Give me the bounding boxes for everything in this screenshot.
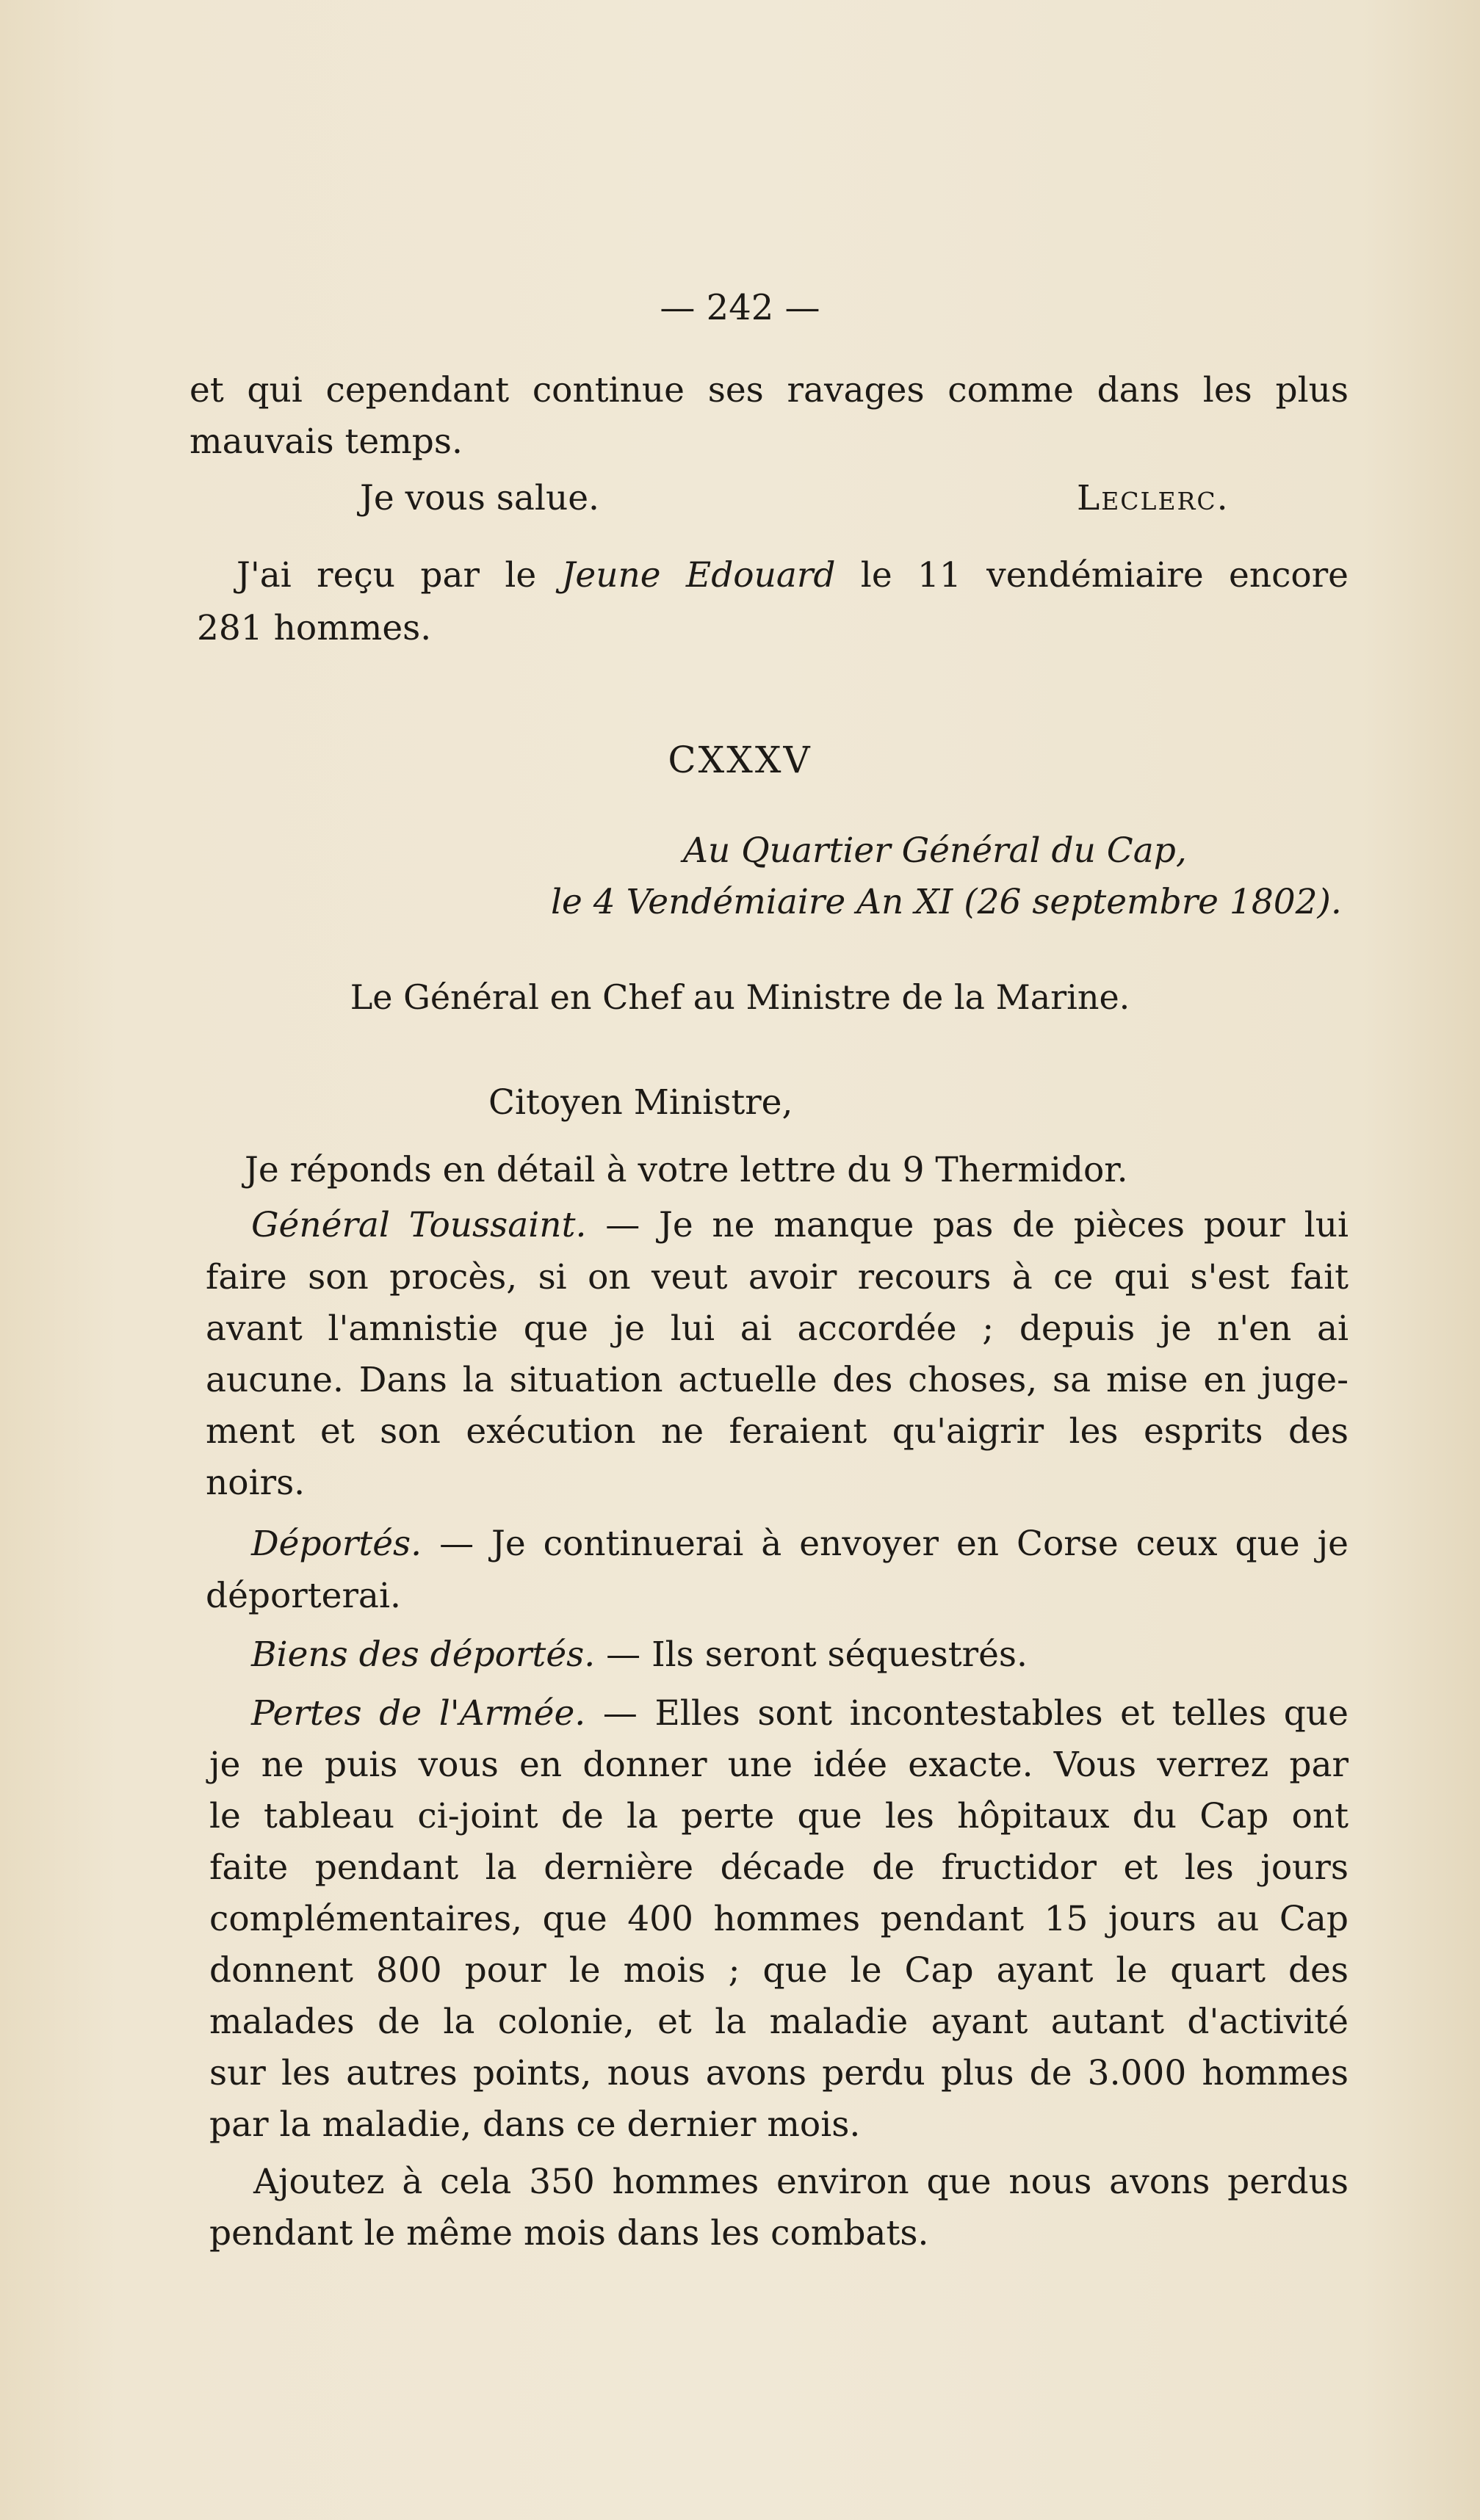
- text-line: faite pendant la dernière décade de fructidor et les jours: [209, 1847, 1349, 1888]
- section-title: Pertes de l'Armée.: [251, 1693, 586, 1734]
- text-line: donnent 800 pour le mois ; que le Cap ayant le quart des: [209, 1950, 1349, 1991]
- text-line: aucune. Dans la situation actuelle des choses, sa mise en juge-: [206, 1360, 1349, 1400]
- text-span: — Je continuerai à envoyer en Corse ceux que je: [422, 1524, 1349, 1564]
- text-line: noirs.: [206, 1463, 306, 1503]
- text-line: je ne puis vous en donner une idée exacte. Vous verrez par: [209, 1745, 1349, 1785]
- text-span: — Elles sont incontestables et telles que: [585, 1693, 1349, 1734]
- text-line: par la maladie, dans ce dernier mois.: [209, 2104, 861, 2145]
- letter-number: CXXXV: [668, 739, 812, 781]
- text-line: [251, 1634, 1028, 1675]
- dateline: le 4 Vendémiaire An XI (26 septembre 1802).: [551, 882, 1342, 922]
- text-line: [237, 555, 1349, 595]
- section-title: Général Toussaint.: [251, 1205, 587, 1245]
- dateline: Au Quartier Général du Cap,: [683, 830, 1187, 871]
- text-line: Ajoutez à cela 350 hommes environ que nous avons perdus: [253, 2162, 1349, 2202]
- section-title: Biens des déportés.: [251, 1634, 596, 1675]
- text-line: [251, 1524, 1349, 1564]
- text-line: faire son procès, si on veut avoir recours à ce qui s'est fait: [206, 1257, 1349, 1297]
- text-line: pendant le même mois dans les combats.: [209, 2213, 929, 2253]
- text-line: déporterai.: [206, 1576, 401, 1616]
- text-span: — Ils seront séquestrés.: [595, 1634, 1028, 1675]
- note-text: J'ai reçu par le: [237, 555, 562, 595]
- text-line: complémentaires, que 400 hommes pendant 15 jours au Cap: [209, 1899, 1349, 1939]
- text-line: malades de la colonie, et la maladie ayant autant d'activité: [209, 2002, 1349, 2042]
- text-line: [251, 1205, 1349, 1245]
- letter-heading: Le Général en Chef au Ministre de la Marine.: [350, 977, 1130, 1017]
- text-line: le tableau ci-joint de la perte que les hôpitaux du Cap ont: [209, 1796, 1349, 1836]
- signature: Leclerc.: [1077, 478, 1230, 518]
- text-line: ment et son exécution ne feraient qu'aigrir les esprits des: [206, 1411, 1349, 1452]
- text-line: avant l'amnistie que je lui ai accordée ; depuis je n'en ai: [206, 1308, 1349, 1349]
- text-span: — Je ne manque pas de pièces pour lui: [586, 1205, 1349, 1245]
- text-line: mauvais temps.: [189, 421, 463, 462]
- ship-name: Jeune Edouard: [561, 555, 836, 595]
- section-title: Déportés.: [251, 1524, 422, 1564]
- text-line: et qui cependant continue ses ravages comme dans les plus: [189, 370, 1349, 410]
- text-line: sur les autres points, nous avons perdu plus de 3.000 hommes: [209, 2053, 1349, 2093]
- text-line: 281 hommes.: [197, 608, 432, 648]
- greeting: Citoyen Ministre,: [488, 1082, 793, 1123]
- page-number: — 242 —: [660, 287, 820, 328]
- salutation: Je vous salue.: [360, 478, 599, 518]
- note-text: le 11 vendémiaire encore: [835, 555, 1349, 595]
- text-line: [251, 1693, 1349, 1734]
- text-line: Je réponds en détail à votre lettre du 9 Thermidor.: [245, 1150, 1128, 1190]
